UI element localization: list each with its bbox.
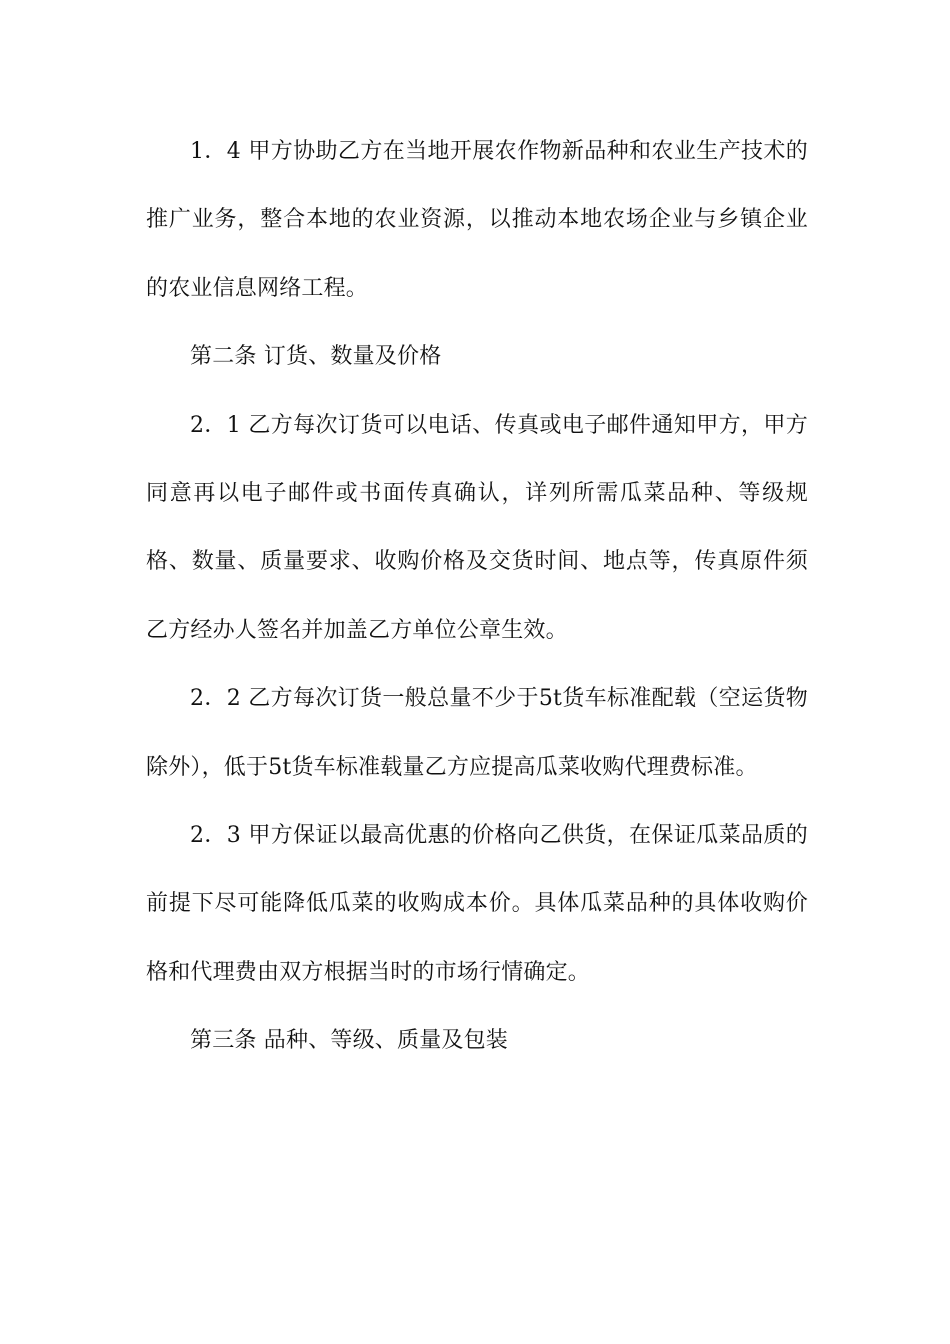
document-body [146,118,808,1076]
heading-article-3: 第三条 品种、等级、质量及包装 [190,1028,508,1054]
paragraph-clause-1-4: 1．4 甲方协助乙方在当地开展农作物新品种和农业生产技术的推广业务，整合本地的农业资源，以推动本地农场企业与乡镇企业的农业信息网络工程。 [146,139,808,301]
paragraph-clause-2-3: 2．3 甲方保证以最高优惠的价格向乙供货，在保证瓜菜品质的前提下尽可能降低瓜菜的收购成本价。具体瓜菜品种的具体收购价格和代理费由双方根据当时的市场行情确定。 [146,823,808,985]
paragraph-clause-2-1: 2．1 乙方每次订货可以电话、传真或电子邮件通知甲方，甲方同意再以电子邮件或书面传真确认，详列所需瓜菜品种、等级规格、数量、质量要求、收购价格及交货时间、地点等，传真原件须乙方经办人签名并加盖乙方单位公章生效。 [146,412,808,643]
paragraph-clause-2-2: 2．2 乙方每次订货一般总量不少于5t货车标准配载（空运货物除外），低于5t货车标准载量乙方应提高瓜菜收购代理费标准。 [146,686,808,780]
heading-article-2: 第二条 订货、数量及价格 [190,344,442,370]
